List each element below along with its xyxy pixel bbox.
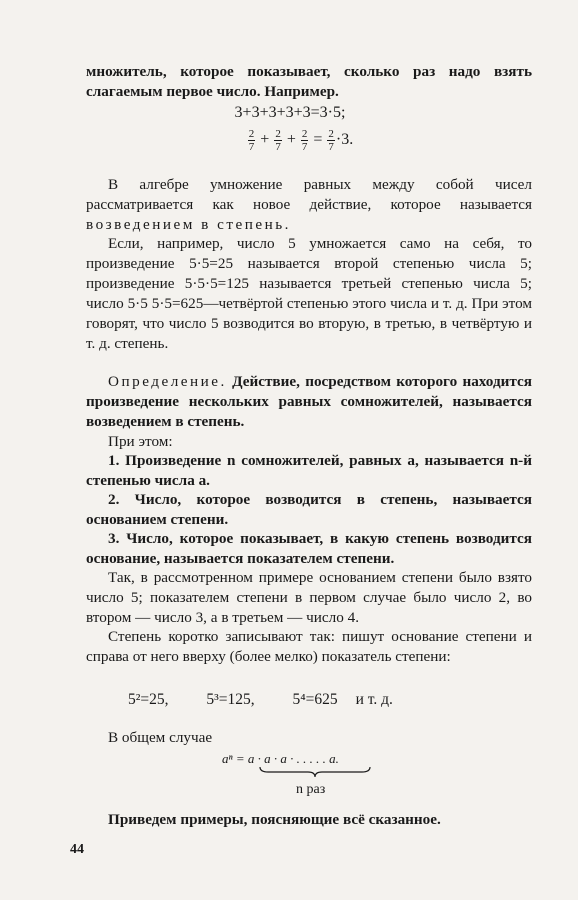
power-examples [128,690,393,710]
pri-etom: При этом: [108,433,173,450]
fraction: $\frac{2}{7}$ [275,128,281,153]
sum-equation: 3+3+3+3+3=3·5; [234,104,346,121]
fraction: $\frac{2}{7}$ [248,128,255,153]
n-times-label: n раз [296,782,326,797]
general-case-label: В общем случае [108,729,213,746]
list-item-2: 2. Число, которое возводится в степень, называется основанием степени. [86,491,532,528]
notation-paragraph: Степень коротко записывают так: пишут основание степени и справа от него вверху (более мелко) показатель степени: [86,628,532,665]
general-formula: aⁿ = a · a · a · . . . . . a. [222,751,339,766]
underbrace-icon [258,765,372,779]
example-paragraph: Если, например, число 5 умножается само на себя, то произведение 5·5=25 называется второй степенью числа 5; произведение 5·5·5=125 называется третьей степенью числа 5; число 5·5 5·5=625—четвёртой степенью этого числа и т. д. При этом говорят, что число 5 возводится во вторую, в третью, в четвёртую и т. д. степень. [86,235,532,352]
algebra-paragraph: В алгебре умножение равных между собой чисел рассматривается как новое действие, которое называется возведением в степень. [86,176,532,233]
explanation-paragraph: Так, в рассмотренном примере основанием степени было взято число 5; показателем степени в первом случае было число 2, во втором — число 3, а в третьем — число 4. [86,569,532,626]
power-example: 5³=125, [206,691,255,708]
definition-paragraph [86,372,532,432]
definition-text: Действие, посредством которого находится произведение нескольких равных сомножителей, называется возведением в степень. [86,373,532,430]
list-item-1: 1. Произведение n сомножителей, равных a, называется n-й степенью числа a. [86,452,532,489]
power-example: 5⁴=625 [292,691,338,708]
definition-label: Определение. [108,373,227,390]
power-example-suffix: и т. д. [355,691,393,708]
fraction-equation: $\frac{2}{7}$ + $\frac{2}{7}$ + $\frac{2}{7}$ = $\frac{2}{7}$ ·3. [248,128,354,153]
spaced-emphasis: возведением в степень. [86,216,291,233]
fraction: $\frac{2}{7}$ [301,128,308,153]
closing-sentence: Приведем примеры, поясняющие всё сказанное. [108,811,441,828]
power-example: 5²=25, [128,691,169,708]
intro-paragraph: множитель, которое показывает, сколько раз надо взять слагаемым первое число. Например. [86,63,532,100]
page-number: 44 [70,842,84,857]
fraction: $\frac{2}{7}$ [328,128,334,153]
list-item-3: 3. Число, которое показывает, в какую степень возводится основание, называется показателем степени. [86,530,532,567]
